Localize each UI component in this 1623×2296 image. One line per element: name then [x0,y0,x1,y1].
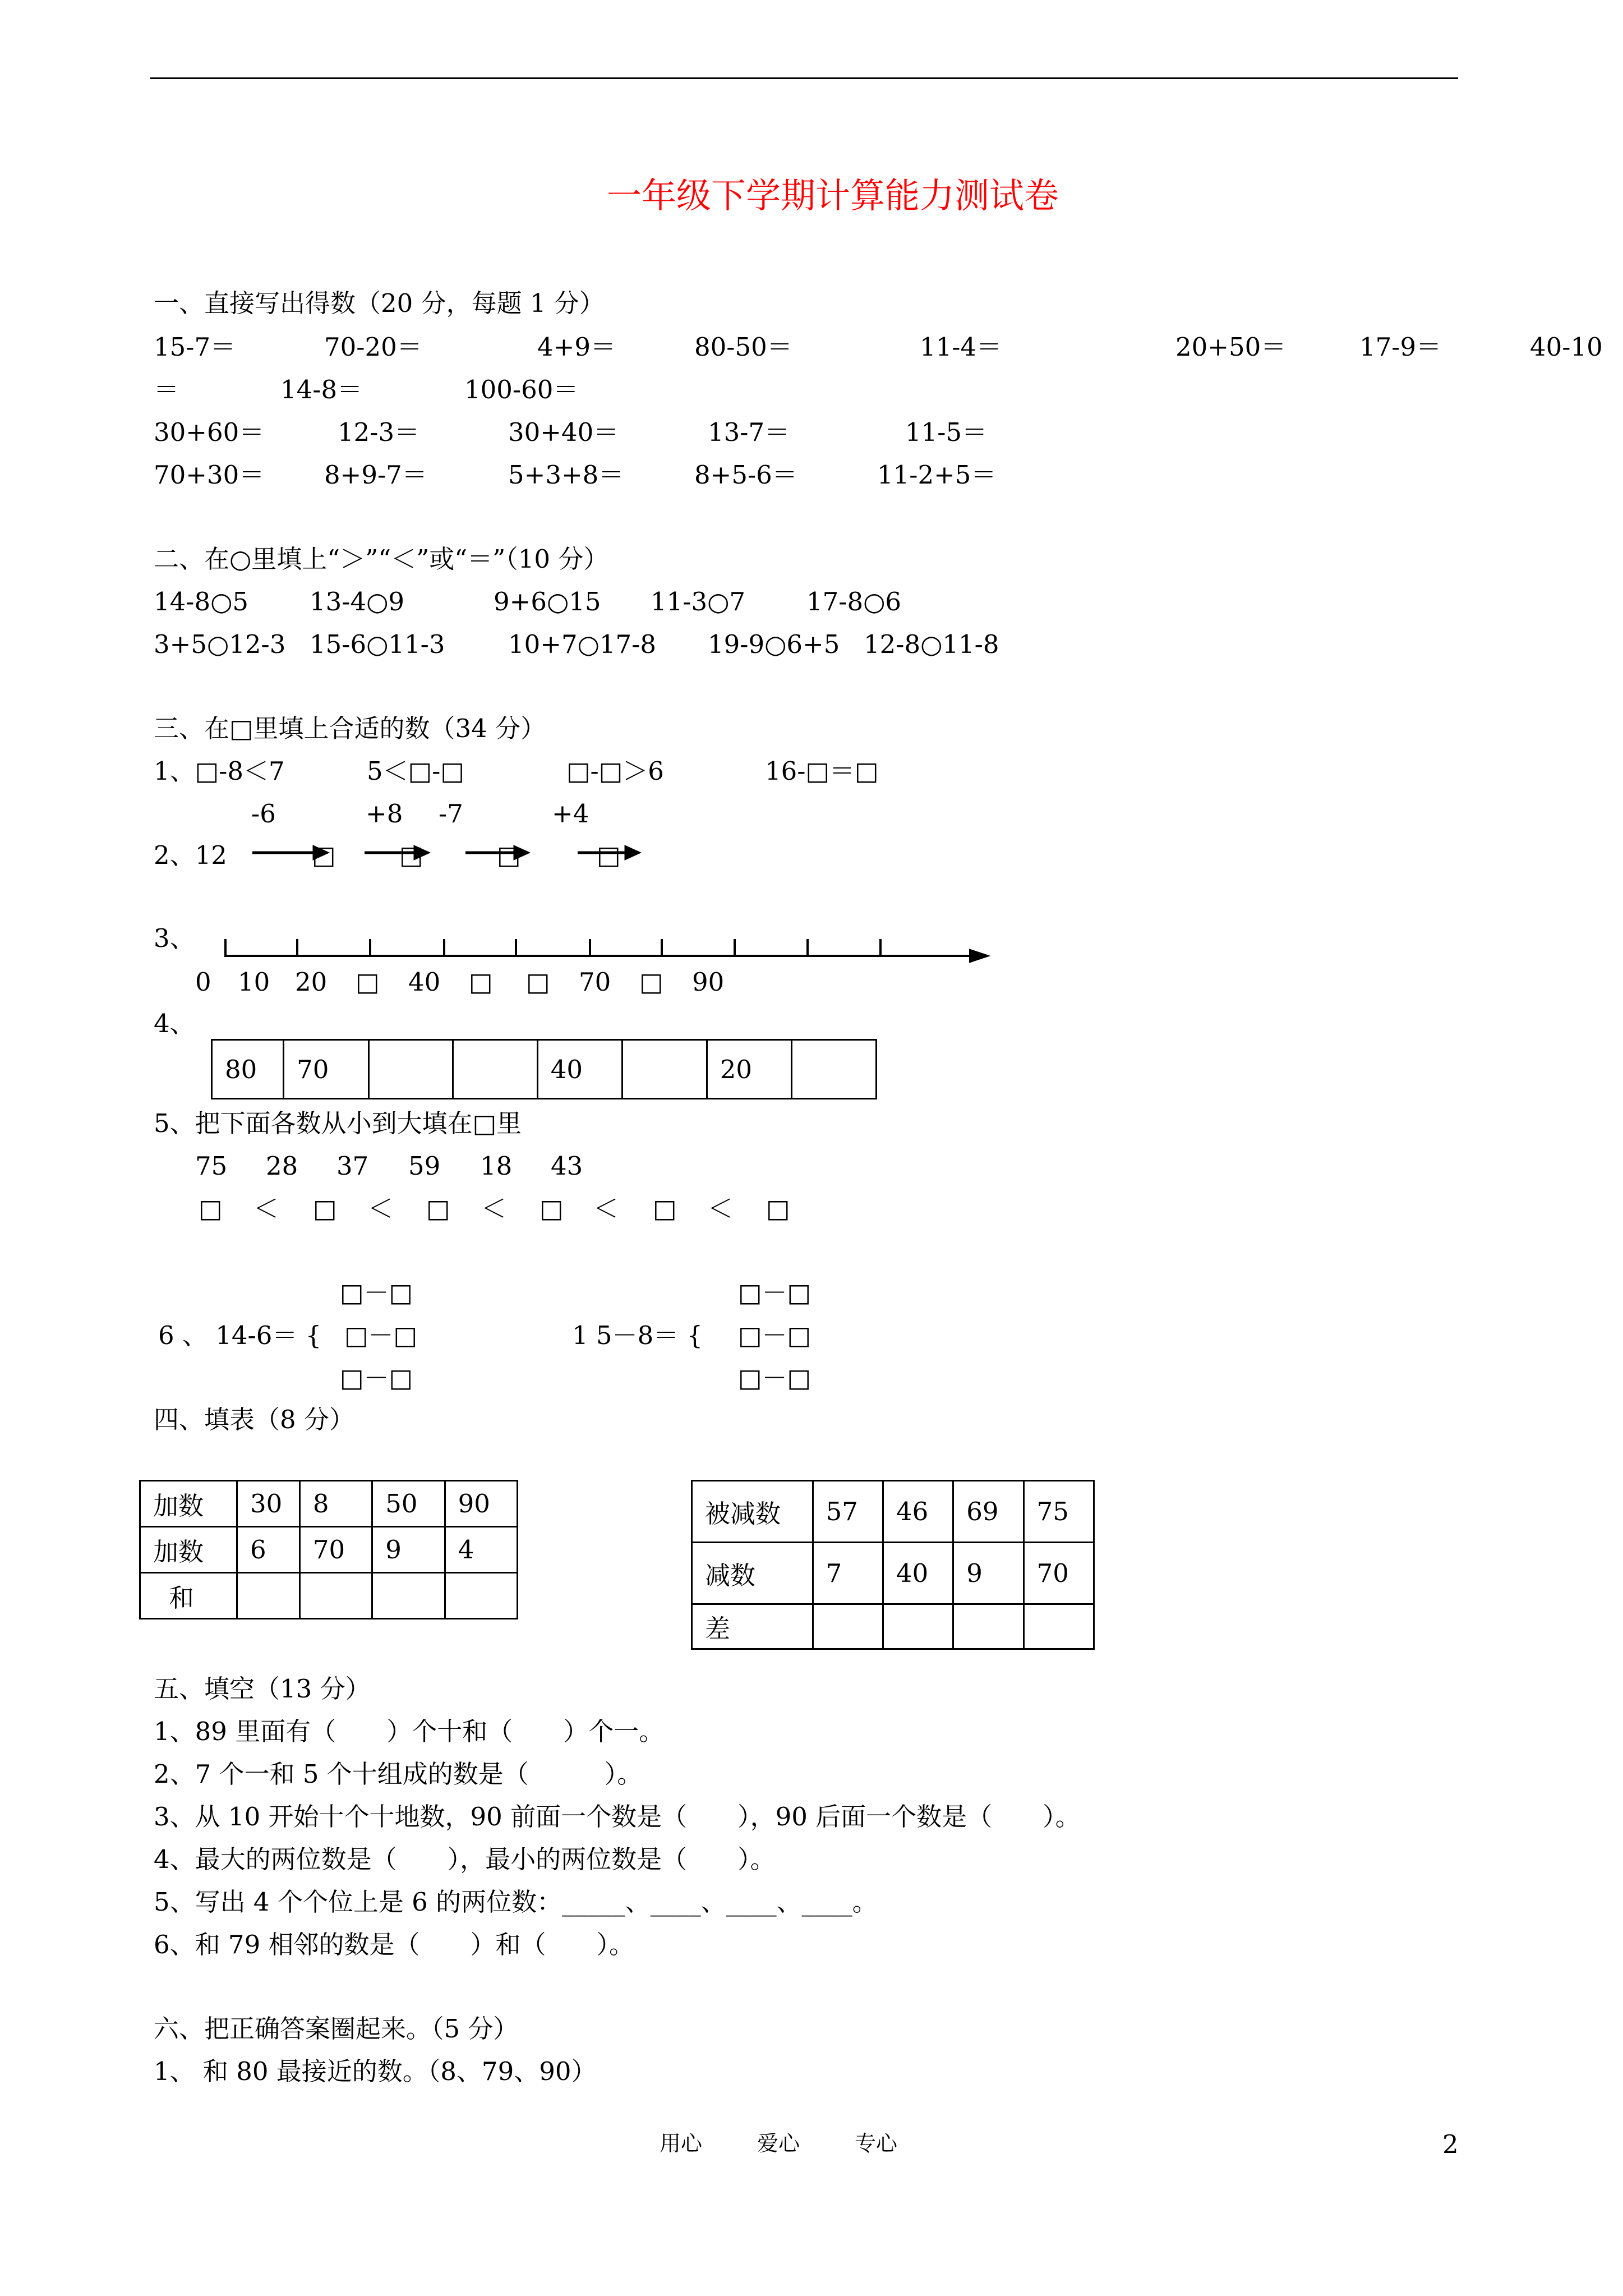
q4-cell: 80 [212,1040,284,1099]
sum-cell[interactable] [237,1573,299,1619]
q5-number: 18 [480,1151,513,1181]
add-cell: 4 [445,1527,517,1573]
s3-q5-label: 5、把下面各数从小到大填在□里 [154,1108,522,1138]
page-number: 2 [1442,2129,1459,2159]
s3-q1-1: 1、□-8＜7 [154,756,285,786]
q6-left-1: □－□ [340,1278,413,1308]
s2-r1-3: 9+6○15 [494,587,601,616]
s1-r1-4: 80-50＝ [694,332,792,362]
q5-order-0: □ [199,1194,223,1223]
s2-r2-4: 19-9○6+5 [708,629,840,659]
s3-q2-box-3: □ [497,840,521,870]
s3-q2-box-1: □ [312,840,336,870]
s1-r2-2: 14-8＝ [280,375,363,404]
section-1-heading: 一、直接写出得数（20 分，每题 1 分） [154,288,605,318]
s3-q2-op-4: +4 [552,799,589,829]
sub-header: 被减数 [692,1481,813,1543]
add-cell: 90 [445,1481,517,1527]
q6-right-3: □－□ [738,1363,811,1393]
diff-cell[interactable] [1023,1604,1094,1649]
page-title: 一年级下学期计算能力测试卷 [607,175,1059,216]
s3-q2-op-2: +8 [366,799,403,829]
footer-slogan-3: 专心 [855,2131,898,2156]
add-cell: 50 [372,1481,445,1527]
q5-order-8: □ [653,1194,677,1223]
s3-q2-start: 2、12 [154,840,227,870]
nl-tick-8: □ [639,967,663,997]
sub-cell: 40 [883,1543,953,1604]
section-5-heading: 五、填空（13 分） [154,1674,371,1704]
s1-r1-5: 11-4＝ [920,332,1002,362]
diff-cell[interactable] [953,1604,1023,1649]
sum-cell[interactable] [372,1573,445,1619]
sub-cell: 57 [813,1481,883,1543]
section-6-heading: 六、把正确答案圈起来。（5 分） [154,2014,519,2044]
s3-q2-op-1: -6 [251,799,276,829]
q4-cell[interactable] [453,1040,538,1099]
section-3-heading: 三、在□里填上合适的数（34 分） [154,714,546,743]
q5-order-1: ＜ [253,1194,279,1223]
q5-order-5: ＜ [481,1194,507,1223]
q5-number: 59 [408,1151,441,1181]
s1-r4-5: 11-2+5＝ [877,460,997,490]
q5-order-9: ＜ [708,1194,734,1223]
sub-header: 减数 [692,1543,813,1604]
subtraction-table [691,1480,1095,1650]
q5-order-2: □ [313,1194,337,1223]
q5-number: 37 [336,1151,369,1181]
q5-order-10: □ [766,1194,790,1223]
s3-q1-3: □-□＞6 [566,756,664,786]
nl-tick-6: □ [526,967,550,997]
s2-r2-2: 15-6○11-3 [310,629,445,659]
q5-number: 43 [551,1151,583,1181]
s3-q4-table [211,1039,877,1099]
s1-r3-4: 13-7＝ [708,417,790,447]
s2-r1-1: 14-8○5 [154,587,248,616]
nl-tick-5: □ [469,967,493,997]
s5-item-2: 2、7 个一和 5 个十组成的数是（ ）。 [154,1759,643,1789]
add-header: 和 [140,1573,237,1619]
q4-cell: 70 [284,1040,369,1099]
nl-tick-7: 70 [579,967,611,997]
q6-left-2: □－□ [344,1320,418,1350]
addition-table [139,1480,518,1619]
s3-q1-4: 16-□＝□ [765,756,879,786]
sub-cell: 46 [883,1481,953,1543]
q4-cell[interactable] [623,1040,707,1099]
s1-r2-3: 100-60＝ [464,375,579,404]
nl-tick-0: 0 [195,967,211,997]
s3-q3-label: 3、 [154,923,195,953]
add-header: 加数 [140,1481,237,1527]
s3-q2-op-3: -7 [439,799,463,829]
s3-q1-2: 5＜□-□ [367,756,464,786]
s5-item-1: 1、89 里面有（ ）个十和（ ）个一。 [154,1717,665,1746]
q5-order-6: □ [540,1194,564,1223]
s3-q2-box-4: □ [597,840,621,870]
sum-cell[interactable] [445,1573,517,1619]
s1-r1-1: 15-7＝ [154,332,236,362]
s6-item-1: 1、 和 80 最接近的数。（8、79、90） [154,2056,597,2086]
sub-cell: 70 [1023,1543,1094,1604]
sum-cell[interactable] [299,1573,372,1619]
s5-item-6: 6、和 79 相邻的数是（ ）和（ ）。 [154,1930,635,1959]
section-2-heading: 二、在○里填上“＞”“＜”或“＝”（10 分） [154,544,609,574]
s1-r3-1: 30+60＝ [154,417,265,447]
s1-r1-6: 20+50＝ [1175,332,1287,362]
sub-cell: 75 [1023,1481,1094,1543]
add-cell: 9 [372,1527,445,1573]
s1-r4-4: 8+5-6＝ [694,460,797,490]
s3-q4-label: 4、 [154,1009,195,1038]
q5-number: 75 [195,1151,228,1181]
s3-q6-label: 6 、 14-6＝ { [158,1320,322,1350]
number-line [219,931,993,965]
sub-cell: 9 [953,1543,1023,1604]
q5-number: 28 [266,1151,298,1181]
sub-header: 差 [692,1604,813,1649]
add-header: 加数 [140,1527,237,1573]
section-4-heading: 四、填表（8 分） [154,1405,354,1434]
nl-tick-4: 40 [408,967,441,997]
s1-r1-8: 40-10 [1530,332,1603,362]
s2-r2-5: 12-8○11-8 [864,629,999,659]
add-cell: 30 [237,1481,299,1527]
s1-r1-2: 70-20＝ [324,332,422,362]
s3-q6-label2: 1 5－8＝ { [572,1320,703,1350]
add-cell: 6 [237,1527,299,1573]
sub-cell: 7 [813,1543,883,1604]
s5-item-5: 5、写出 4 个个位上是 6 的两位数：_____、____、____、____。 [154,1887,878,1917]
add-cell: 8 [299,1481,372,1527]
s1-r3-5: 11-5＝ [905,417,988,447]
footer-slogan-2: 爱心 [757,2131,800,2156]
s2-r1-4: 11-3○7 [651,587,745,616]
s1-r1-7: 17-9＝ [1359,332,1442,362]
header-rule [150,77,1458,79]
s1-r3-3: 30+40＝ [508,417,619,447]
q5-order-7: ＜ [593,1194,619,1223]
q5-order-3: ＜ [368,1194,394,1223]
diff-cell[interactable] [813,1604,883,1649]
q6-right-1: □－□ [738,1278,811,1308]
s1-r4-3: 5+3+8＝ [508,460,624,490]
q4-cell[interactable] [792,1040,877,1099]
s1-r2-1: ＝ [154,375,179,404]
q6-right-2: □－□ [738,1320,811,1350]
s2-r1-5: 17-8○6 [806,587,901,616]
s1-r4-1: 70+30＝ [154,460,265,490]
q4-cell[interactable] [368,1040,453,1099]
q4-cell: 40 [537,1040,623,1099]
q6-left-3: □－□ [340,1363,413,1393]
s2-r1-2: 13-4○9 [310,587,404,616]
s5-item-4: 4、最大的两位数是（ ），最小的两位数是（ ）。 [154,1844,776,1874]
q4-cell: 20 [707,1040,792,1099]
s2-r2-1: 3+5○12-3 [154,629,286,659]
s1-r3-2: 12-3＝ [338,417,420,447]
diff-cell[interactable] [883,1604,953,1649]
nl-tick-1: 10 [238,967,270,997]
s5-item-3: 3、从 10 开始十个十地数，90 前面一个数是（ ），90 后面一个数是（ ）。 [154,1802,1081,1832]
footer-slogan-1: 用心 [660,2131,703,2156]
s2-r2-3: 10+7○17-8 [508,629,656,659]
nl-tick-3: □ [356,967,380,997]
q5-order-4: □ [426,1194,450,1223]
nl-tick-9: 90 [692,967,725,997]
add-cell: 70 [299,1527,372,1573]
s3-q2-box-2: □ [399,840,423,870]
sub-cell: 69 [953,1481,1023,1543]
s1-r4-2: 8+9-7＝ [324,460,427,490]
nl-tick-2: 20 [295,967,328,997]
s1-r1-3: 4+9＝ [537,332,616,362]
